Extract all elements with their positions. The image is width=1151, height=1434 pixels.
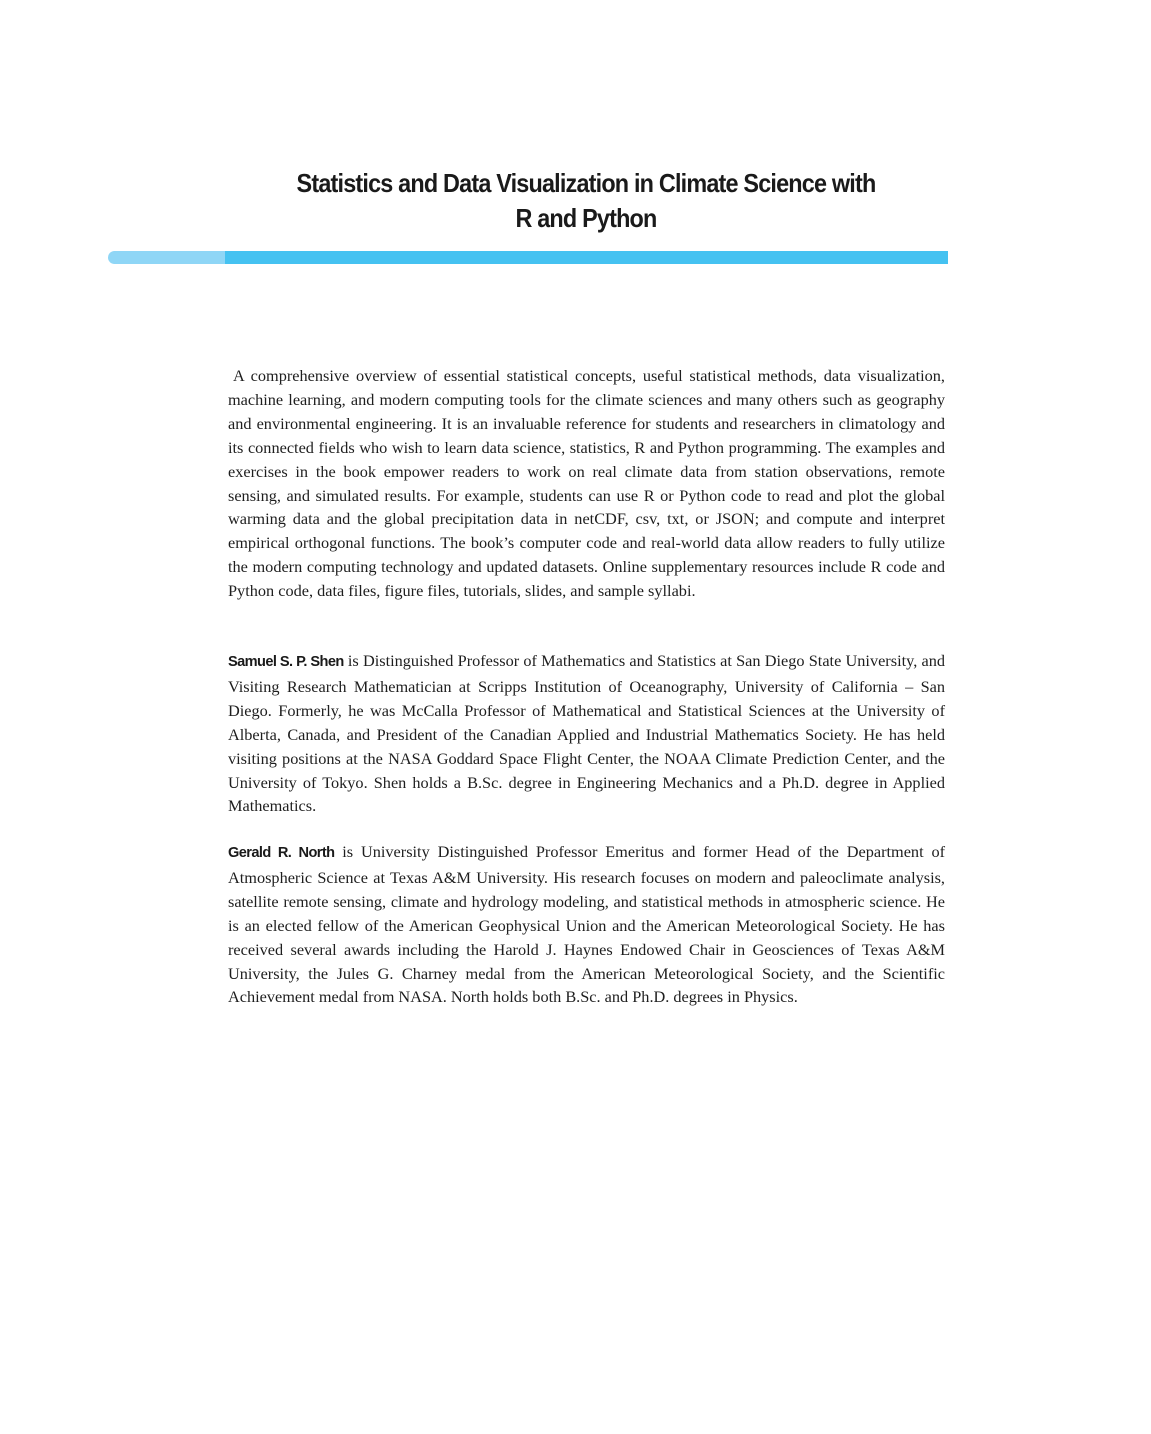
book-summary: A comprehensive overview of essential statistical concepts, useful statistical methods, data visualization, machine learning, and modern computing tools for the climate sciences and many others such as geography and environmental engineering. It is an invaluable reference for students and researchers in climatology and its connected fields who wish to learn data science, statistics, R and Python programming. The examples and exercises in the book empower readers to work on real climate data from station observations, remote sensing, and simulated results. For example, students can use R or Python code to read and plot the global warming data and the global precipitation data in netCDF, csv, txt, or JSON; and compute and interpret empirical orthogonal functions. The book’s computer code and real-world data allow readers to fully utilize the modern computing technology and updated datasets. Online supplementary resources include R code and Python code, data files, figure files, tutorials, slides, and sample syllabi. bbox=[228, 366, 945, 601]
author-bio-shen bbox=[228, 649, 945, 818]
book-title bbox=[230, 166, 943, 236]
author-name-north: Gerald R. North bbox=[228, 845, 335, 861]
author-name-shen: Samuel S. P. Shen bbox=[228, 654, 344, 670]
title-accent-bar bbox=[108, 251, 948, 264]
title-accent-bar-light-segment bbox=[108, 251, 232, 264]
author-bio-north bbox=[228, 840, 945, 1009]
author-bio-text-north: is University Distinguished Professor Emeritus and former Head of the Department of Atmospheric Science at Texas A&M University. His research focuses on modern and paleoclimate analysis, satellite remote sensing, climate and hydrology modeling, and statistical methods in atmospheric science. He is an elected fellow of the American Geophysical Union and the American Meteorological Society. He has received several awards including the Harold J. Haynes Endowed Chair in Geosciences of Texas A&M University, the Jules G. Charney medal from the American Meteorological Society, and the Scientific Achievement medal from NASA. North holds both B.Sc. and Ph.D. degrees in Physics. bbox=[228, 842, 946, 1007]
title-accent-bar-main-segment bbox=[225, 251, 948, 264]
book-title-line-1: Statistics and Data Visualization in Climate Science with bbox=[296, 168, 876, 198]
author-bio-text-shen: is Distinguished Professor of Mathematics and Statistics at San Diego State University, and Visiting Research Mathematician at Scripps Institution of Oceanography, University of California – San Diego. Formerly, he was McCalla Professor of Mathematical and Statistical Sciences at the University of Alberta, Canada, and President of the Canadian Applied and Industrial Mathematics Society. He has held visiting positions at the NASA Goddard Space Flight Center, the NOAA Climate Prediction Center, and the University of Tokyo. Shen holds a B.Sc. degree in Engineering Mechanics and a Ph.D. degree in Applied Mathematics. bbox=[228, 651, 945, 816]
book-title-line-2: R and Python bbox=[515, 203, 657, 233]
